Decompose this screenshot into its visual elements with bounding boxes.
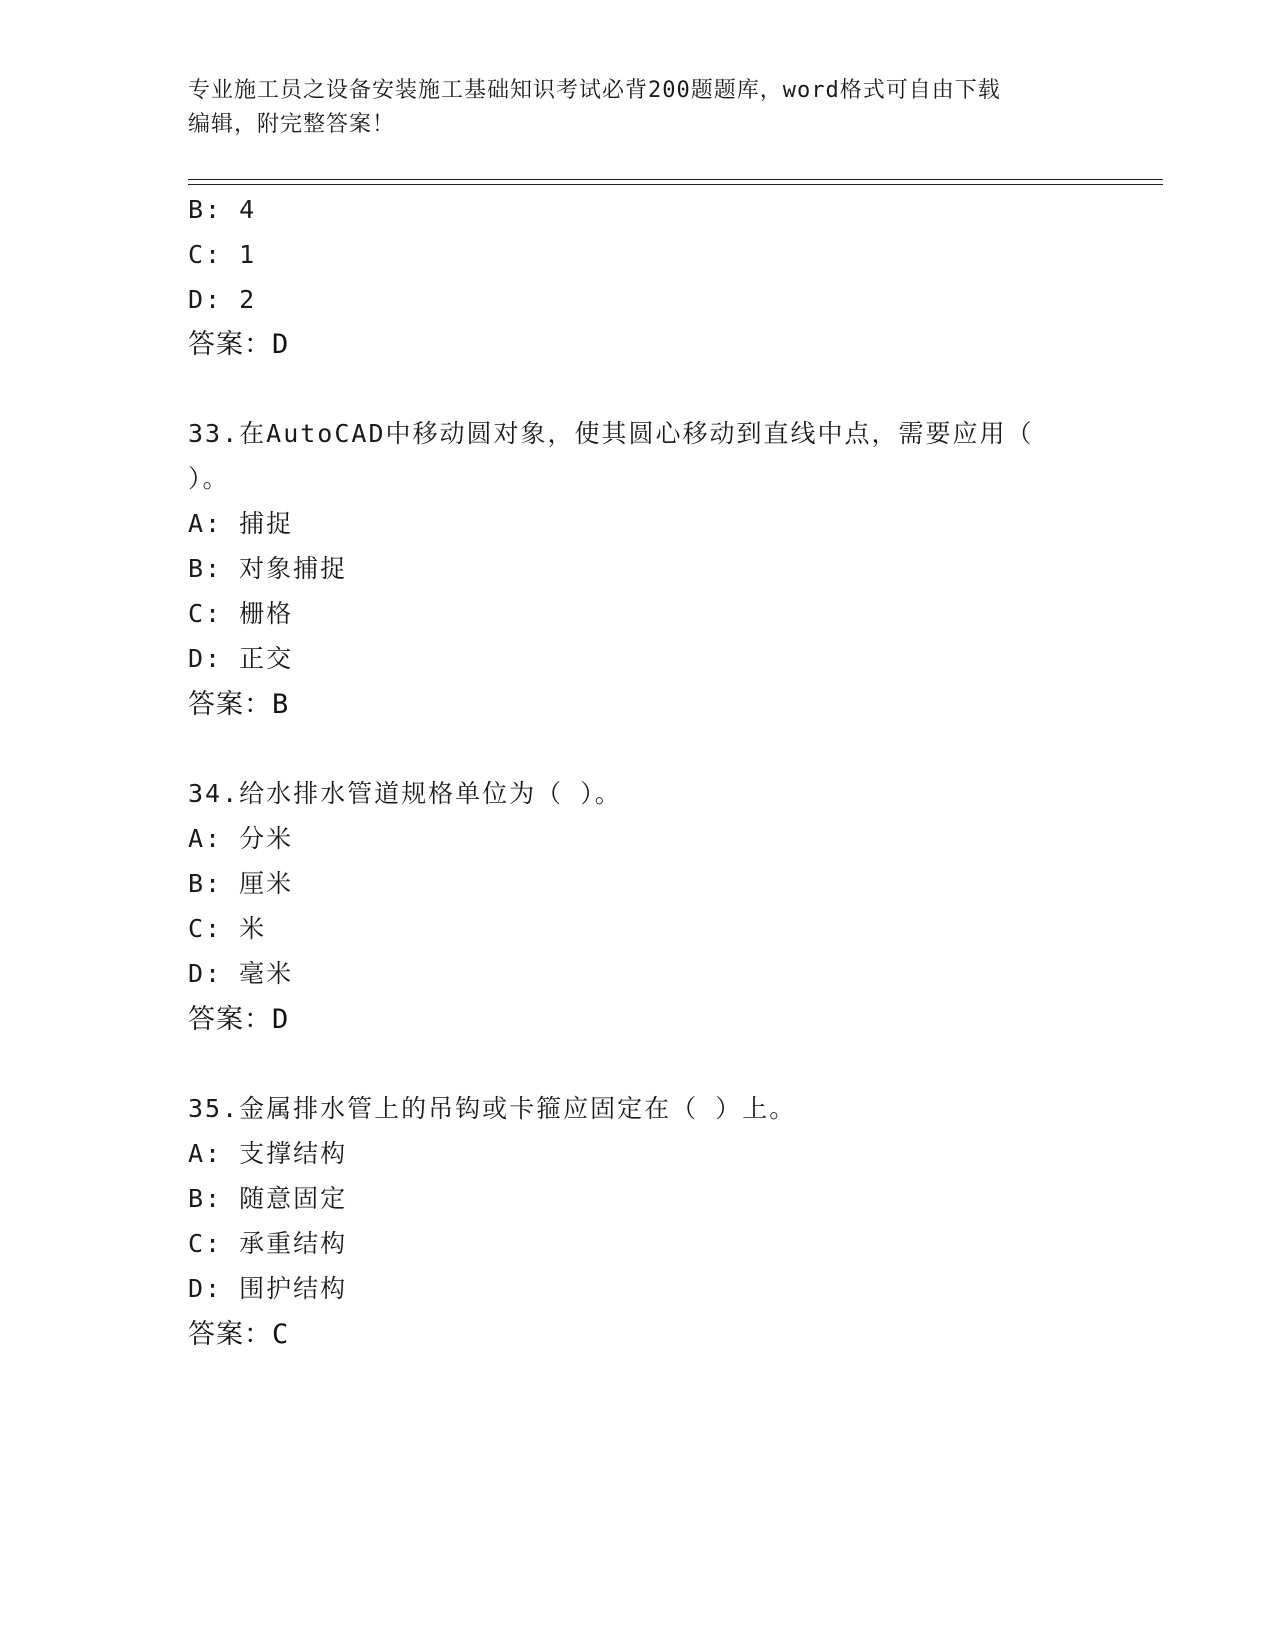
answer-label: 答案： (188, 689, 272, 720)
option-c: C: 承重结构 (188, 1229, 348, 1258)
option-c: C: 栅格 (188, 599, 294, 628)
question-stem: 34.给水排水管道规格单位为（ ）。 (188, 779, 622, 808)
option-c: C: 米 (188, 914, 267, 943)
answer-line (188, 328, 289, 362)
header-line-2: 编辑，附完整答案！ (188, 112, 396, 137)
answer-line (188, 1318, 289, 1352)
option-a: A: 捕捉 (188, 509, 294, 538)
answer-value: B (272, 689, 290, 720)
question-stem: 33.在AutoCAD中移动圆对象，使其圆心移动到直线中点，需要应用（ (188, 419, 1034, 448)
option-b: B: 随意固定 (188, 1184, 348, 1213)
header-divider-top (188, 179, 1163, 180)
answer-line (188, 1003, 289, 1037)
answer-line (188, 688, 289, 722)
document-header (188, 74, 1088, 142)
option-d: D: 2 (188, 285, 257, 314)
answer-value: D (272, 329, 290, 360)
answer-label: 答案： (188, 1004, 272, 1035)
header-line-1: 专业施工员之设备安装施工基础知识考试必背200题题库，word格式可自由下载 (188, 78, 1001, 103)
option-b: B: 4 (188, 195, 257, 224)
option-a: A: 分米 (188, 824, 294, 853)
answer-value: D (272, 1004, 290, 1035)
option-d: D: 毫米 (188, 959, 294, 988)
header-divider-bottom (188, 184, 1163, 185)
answer-label: 答案： (188, 329, 272, 360)
option-a: A: 支撑结构 (188, 1139, 348, 1168)
question-stem-continued: ）。 (188, 464, 230, 493)
answer-label: 答案： (188, 1319, 272, 1350)
answer-value: C (272, 1319, 290, 1350)
option-d: D: 围护结构 (188, 1274, 348, 1303)
option-c: C: 1 (188, 240, 257, 269)
option-b: B: 对象捕捉 (188, 554, 348, 583)
option-d: D: 正交 (188, 644, 294, 673)
question-stem: 35.金属排水管上的吊钩或卡箍应固定在（ ）上。 (188, 1094, 797, 1123)
option-b: B: 厘米 (188, 869, 294, 898)
